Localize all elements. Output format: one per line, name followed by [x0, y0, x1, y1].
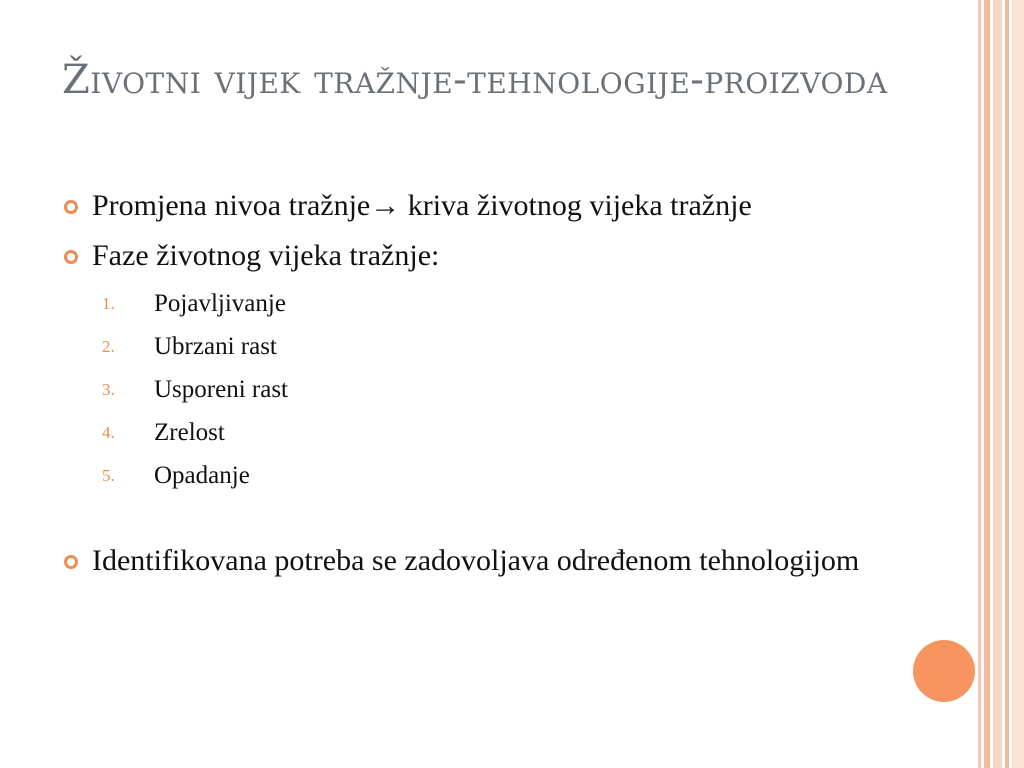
- decorative-stripe: [978, 0, 981, 768]
- phase-item: [62, 454, 912, 497]
- phase-label: Ubrzani rast: [154, 333, 277, 360]
- phase-list: [62, 282, 912, 497]
- phase-number: 3.: [102, 380, 115, 399]
- phase-number: 1.: [102, 294, 115, 313]
- decorative-stripe: [1005, 0, 1009, 768]
- bullet-ring-icon: [64, 250, 78, 264]
- slide-content: [62, 186, 912, 581]
- phase-number: 5.: [102, 466, 115, 485]
- bullet-text: Faze životnog vijeka tražnje:: [92, 239, 440, 272]
- bullet-text: Promjena nivoa tražnje→ kriva životnog vijeka tražnje: [92, 189, 752, 222]
- phase-number: 4.: [102, 423, 115, 442]
- phase-item: [62, 368, 912, 411]
- phase-label: Opadanje: [154, 462, 250, 489]
- bullet-ring-icon: [64, 200, 78, 214]
- decorative-stripe: [993, 0, 1002, 768]
- phase-number: 2.: [102, 337, 115, 356]
- bullet-item: [62, 186, 912, 226]
- bullet-text: Identifikovana potreba se zadovoljava određenom tehnologijom: [92, 544, 860, 577]
- decorative-stripe: [984, 0, 990, 768]
- slide-title: Životni vijek tražnje-tehnologije-proizvoda: [62, 57, 888, 103]
- phase-item: [62, 282, 912, 325]
- phase-label: Pojavljivanje: [154, 290, 286, 317]
- decorative-stripe: [1012, 0, 1024, 768]
- bullet-ring-icon: [64, 555, 78, 569]
- phase-label: Zrelost: [154, 419, 225, 446]
- decorative-circle: [913, 640, 975, 702]
- phase-label: Usporeni rast: [154, 376, 288, 403]
- phase-item: [62, 411, 912, 454]
- phase-item: [62, 325, 912, 368]
- bullet-item: [62, 541, 912, 581]
- bullet-item: [62, 236, 912, 276]
